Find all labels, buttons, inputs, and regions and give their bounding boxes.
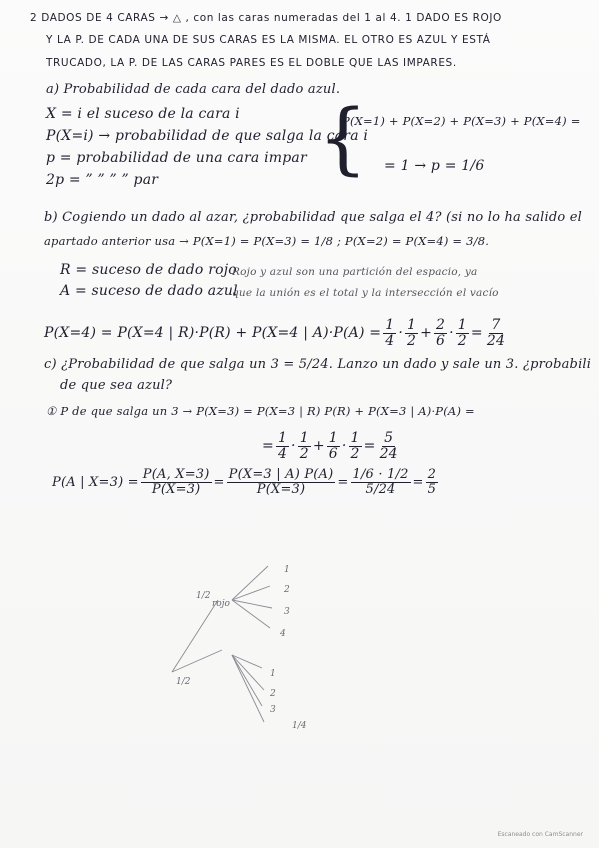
tree-edge (232, 655, 262, 668)
tree-prob-top: 1/2 (196, 591, 211, 601)
result-fraction: $\frac{7}{24}$ (486, 317, 506, 349)
tree-leaf: 4 (280, 629, 286, 639)
fraction: $\frac{1}{4}$ (277, 430, 288, 462)
part-a-def-2p: 2p = ” ” ” ” par (46, 172, 159, 188)
tree-leaf: 2 (270, 689, 276, 699)
result-fraction: $\frac{2}{5}$ (427, 467, 437, 497)
part-a-heading: a) Probabilidad de cada cara del dado azul. (46, 82, 341, 97)
problem-line-3: TRUCADO, LA P. DE LAS CARAS PARES ES EL DOBLE QUE LAS IMPARES. (46, 57, 457, 69)
part-b-formula: P(X=4) = P(X=4 | R)·P(R) + P(X=4 | A)·P(A) = (44, 325, 382, 342)
tree-edge (232, 655, 262, 706)
part-b-def-r: R = suceso de dado rojo (60, 262, 237, 278)
part-a-result: = 1 → p = 1/6 (384, 158, 485, 174)
tree-edge (232, 586, 270, 600)
fraction: $\frac{P(A, X=3)}{P(X=3)}$ (142, 467, 210, 497)
fraction: $\frac{1/6 \cdot 1/2}{5/24}$ (352, 467, 409, 497)
fraction: $\frac{1}{6}$ (328, 430, 338, 462)
bayes-lhs: P(A | X=3) = (52, 474, 139, 490)
part-a-def-x: X = i el suceso de la cara i (46, 106, 240, 122)
bayes-row: P(A | X=3) = $\frac{P(A, X=3)}{P(X=3)}$ = $\frac{P(X=3 | A) P(A)}{P(X=3)}$ = $\frac{1/6 \cdot 1/2}{5/24}$ = $\frac{2}{5}$ (52, 467, 437, 497)
fraction: $\frac{P(X=3 | A) P(A)}{P(X=3)}$ (228, 467, 334, 497)
part-b-formula-row: P(X=4) = P(X=4 | R)·P(R) + P(X=4 | A)·P(A) = $\frac{1}{4}$ · $\frac{1}{2}$ + $\frac{2}{6}$ · $\frac{1}{2}$ = $\frac{7}{24}$ (44, 317, 506, 349)
tree-leaf: 3 (270, 705, 276, 715)
curly-brace: { (318, 94, 368, 184)
tree-leaf: 1 (284, 565, 290, 575)
result-fraction: $\frac{5}{24}$ (379, 430, 398, 462)
tree-prob-bottom: 1/2 (176, 677, 191, 687)
fraction: $\frac{1}{2}$ (350, 430, 360, 462)
fraction: $\frac{1}{2}$ (299, 430, 309, 462)
part-a-def-p2: p = probabilidad de una cara impar (46, 150, 307, 166)
problem-line-2: Y LA P. DE CADA UNA DE SUS CARAS ES LA MISMA. EL OTRO ES AZUL Y ESTÁ (46, 34, 491, 46)
part-a-def-p: P(X=i) → probabilidad de que salga la cara i (46, 128, 369, 144)
tree-leaf: 1 (270, 669, 276, 679)
tree-leaf: 2 (284, 585, 290, 595)
part-c-step-1-result: = $\frac{1}{4}$ · $\frac{1}{2}$ + $\frac{1}{6}$ · $\frac{1}{2}$ = $\frac{5}{24}$ (262, 430, 398, 462)
tree-root-label: rojo (212, 599, 230, 609)
part-b-def-a: A = suceso de dado azul (60, 283, 238, 299)
part-a-sum: P(X=1) + P(X=2) + P(X=3) + P(X=4) = (342, 114, 581, 128)
part-c-step-1: ① P de que salga un 3 → P(X=3) = P(X=3 | R) P(R) + P(X=3 | A)·P(A) = (46, 404, 475, 418)
part-b-note-2: que la unión es el total y la intersección el vacío (232, 287, 499, 299)
part-b-line-2: apartado anterior usa → P(X=1) = P(X=3) = 1/8 ; P(X=2) = P(X=4) = 3/8. (44, 234, 490, 248)
fraction: $\frac{1}{2}$ (457, 317, 467, 349)
tree-leaf: 3 (284, 607, 290, 617)
part-b-heading: b) Cogiendo un dado al azar, ¿probabilidad que salga el 4? (si no lo ha salido el (44, 210, 582, 225)
tree-edge (232, 655, 264, 690)
part-c-heading: c) ¿Probabilidad de que salga un 3 = 5/24. Lanzo un dado y sale un 3. ¿probabili (44, 357, 592, 372)
part-c-line-2: de que sea azul? (60, 378, 173, 393)
fraction: $\frac{2}{6}$ (436, 317, 446, 349)
tree-edge (172, 600, 218, 672)
scanner-watermark: Escaneado con CamScanner (497, 831, 583, 838)
tree-edge (232, 566, 268, 600)
fraction: $\frac{1}{2}$ (406, 317, 417, 349)
problem-line-1: 2 DADOS DE 4 CARAS → △ , con las caras numeradas del 1 al 4. 1 DADO ES ROJO (30, 12, 502, 24)
tree-edge (232, 655, 264, 722)
tree-leaf: 1/4 (292, 721, 307, 731)
fraction: $\frac{1}{4}$ (385, 317, 395, 349)
part-b-note-1: Rojo y azul son una partición del espacio, ya (232, 266, 478, 278)
